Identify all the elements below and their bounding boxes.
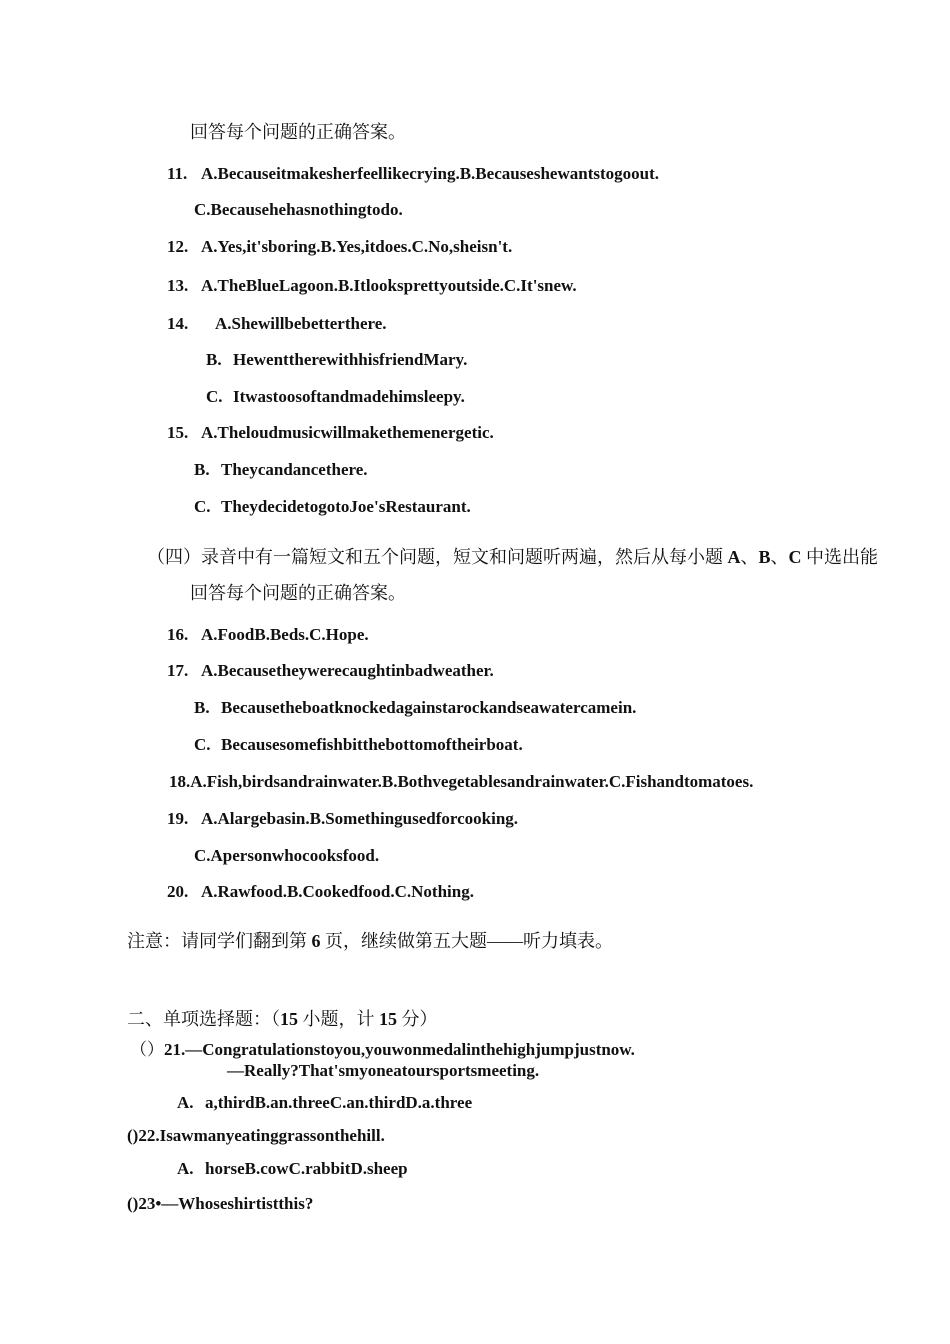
question-count: 15 [280, 1009, 298, 1029]
question-15-option-c [194, 496, 471, 518]
page-number: 6 [311, 931, 321, 951]
option-label: C. [206, 387, 223, 406]
question-14-option-b [206, 349, 467, 371]
instruction-text: （四）录音中有一篇短文和五个问题，短文和问题听两遍，然后从每小题 [147, 547, 728, 567]
question-number: 20. [167, 882, 189, 901]
question-21 [130, 1039, 635, 1061]
heading-text: 分） [397, 1009, 438, 1029]
answer-blank: （） [130, 1040, 164, 1059]
choice-letter: A [727, 547, 741, 567]
question-11 [167, 163, 659, 185]
option-text: horseB.cowC.rabbitD.sheep [205, 1159, 408, 1178]
choice-letter: B [758, 547, 771, 567]
option-text: HewenttherewithhisfriendMary. [233, 350, 468, 369]
instruction-text: 中选出能 [801, 547, 879, 567]
question-number: 14. [167, 314, 189, 333]
question-14-option-c [206, 386, 465, 408]
choice-letter: C [788, 547, 802, 567]
question-number: 17. [167, 661, 189, 680]
question-15 [167, 422, 494, 444]
section4-instruction-line2: 回答每个问题的正确答案。 [190, 583, 406, 603]
question-13 [167, 275, 577, 297]
question-22: ()22.Isawmanyeatinggrassonthehill. [127, 1126, 385, 1145]
question-23: ()23•—Whoseshirtistthis? [127, 1194, 314, 1213]
heading-text: 小题，计 [298, 1009, 379, 1029]
question-number: 12. [167, 237, 189, 256]
option-label: C. [194, 735, 211, 754]
question-21-options [177, 1092, 472, 1114]
question-stem: 21.—Congratulationstoyou,youwonmedalinthehighjumpjustnow. [164, 1040, 635, 1059]
option-text: a,thirdB.an.threeC.an.thirdD.a.three [205, 1093, 473, 1112]
option-text: Becausetheboatknockedagainstarockandseawatercamein. [221, 698, 637, 717]
question-20 [167, 881, 474, 903]
notice-text: 页，继续做第五大题——听力填表。 [320, 931, 613, 951]
question-option-a: A.Becausetheywerecaughtinbadweather. [201, 661, 494, 680]
question-19-option-c: C.Apersonwhocooksfood. [194, 846, 380, 865]
question-options: A.Yes,it'sboring.B.Yes,itdoes.C.No,sheisn't. [201, 237, 513, 256]
question-11-option-c: C.Becausehehasnothingtodo. [194, 200, 403, 219]
option-label: B. [194, 698, 210, 717]
option-label: A. [177, 1093, 194, 1112]
heading-text: 二、单项选择题：（ [127, 1009, 280, 1029]
section4-instruction [147, 546, 878, 568]
question-17 [167, 660, 494, 682]
question-options: A.Rawfood.B.Cookedfood.C.Nothing. [201, 882, 474, 901]
option-label: B. [194, 460, 210, 479]
question-number: 13. [167, 276, 189, 295]
question-option-a: A.Shewillbebetterthere. [215, 314, 387, 333]
question-options: A.Becauseitmakesherfeellikecrying.B.Becauseshewantstogoout. [201, 164, 660, 183]
section3-instruction-tail: 回答每个问题的正确答案。 [190, 122, 406, 142]
separator: 、 [770, 547, 789, 567]
question-19 [167, 808, 518, 830]
question-16 [167, 624, 369, 646]
question-options: A.TheBlueLagoon.B.Itlooksprettyoutside.C.It'snew. [201, 276, 577, 295]
question-options: A.Alargebasin.B.Somethingusedforcooking. [201, 809, 519, 828]
score-total: 15 [379, 1009, 397, 1029]
question-number: 15. [167, 423, 189, 442]
option-label: A. [177, 1159, 194, 1178]
option-label: B. [206, 350, 222, 369]
question-number: 16. [167, 625, 189, 644]
question-number: 11. [167, 164, 188, 183]
option-text: Itwastoosoftandmadehimsleepy. [233, 387, 465, 406]
option-text: TheydecidetogotoJoe'sRestaurant. [221, 497, 471, 516]
question-22-options [177, 1158, 408, 1180]
question-option-a: A.Theloudmusicwillmakethemenergetic. [201, 423, 494, 442]
question-15-option-b [194, 459, 368, 481]
question-options: A.FoodB.Beds.C.Hope. [201, 625, 369, 644]
question-number: 19. [167, 809, 189, 828]
notice [127, 930, 613, 952]
option-label: C. [194, 497, 211, 516]
question-17-option-c [194, 734, 523, 756]
part2-heading [127, 1008, 438, 1030]
question-21-reply: —Really?That'smyoneatoursportsmeeting. [227, 1061, 540, 1080]
question-17-option-b [194, 697, 636, 719]
notice-text: 注意：请同学们翻到第 [127, 931, 312, 951]
option-text: Theycandancethere. [221, 460, 368, 479]
question-18: 18.A.Fish,birdsandrainwater.B.Bothvegetablesandrainwater.C.Fishandtomatoes. [169, 772, 754, 791]
question-12 [167, 236, 512, 258]
option-text: Becausesomefishbitthebottomoftheirboat. [221, 735, 523, 754]
separator: 、 [740, 547, 759, 567]
question-14 [167, 313, 387, 335]
